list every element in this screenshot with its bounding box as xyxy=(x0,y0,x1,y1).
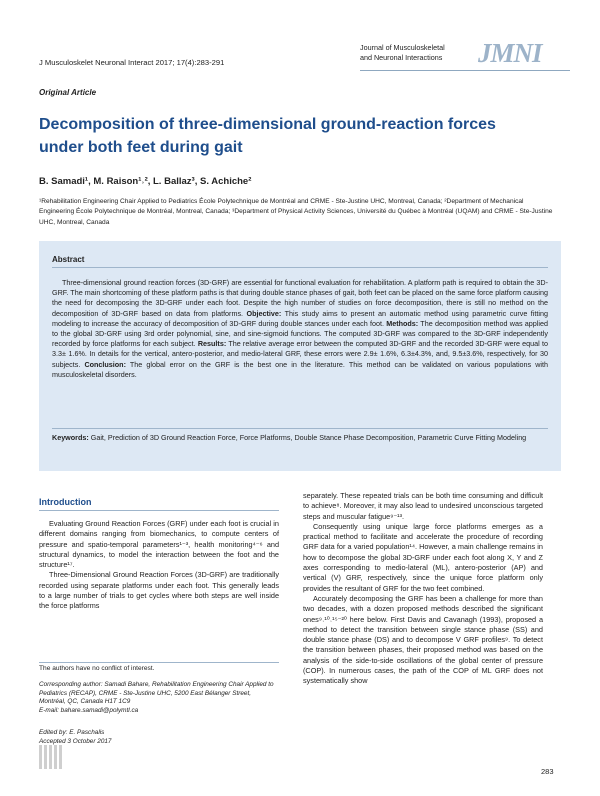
header-divider xyxy=(360,70,570,71)
results-text: The relative average error between the computed 3D-GRF and the recorded 3D-GRF were equal to 3.3± 1.6%. In details for the vertical, antero-posterior, and medio-lateral GRF, these errors were 2.9± 1.6%, 6.3±4.3%, and, 9.5±3.6%, respectively, for 30 subjects. xyxy=(52,339,548,369)
affiliations: ¹Rehabilitation Engineering Chair Applied to Pediatrics École Polytechnique de Montréal and CRME - Ste-Justine UHC, Montreal, Canada; ²Department of Mechanical Engineering École Polytechnique de Montréal, Montreal, Canada; ³Department of Physical Activity Sciences, Université du Québec à Montréal (UQAM) and CRME - Ste-Justine UHC, Montreal, Canada xyxy=(39,198,553,226)
journal-name-line2: and Neuronal Interactions xyxy=(360,53,443,62)
abstract-heading: Abstract xyxy=(52,255,85,264)
intro-paragraph-continued: separately. These repeated trials can be both time consuming and difficult to achieve⁸. Moreover, it may also lead to undesired unconscious targeted steps and muscular fatigue⁹⁻¹³. xyxy=(303,491,543,521)
abstract-background: Three-dimensional ground reaction forces (3D-GRF) are essential for functional evaluation for rehabilitation. A platform path is required to obtain the 3D-GRF. The main shortcoming of these platform paths is that during double stance phases of gait, both feet can be placed on the same force platform causing the need for decomposing the 3D-GRF under each foot. Despite the high number of studies on force decomposition, there is still no method on the decomposition of 3D-GRF based on data from platforms. xyxy=(52,278,548,318)
conclusion-label: Conclusion: xyxy=(84,359,126,369)
intro-paragraph-1: Evaluating Ground Reaction Forces (GRF) under each foot is crucial in different domains ranging from biomechanics, to compute centers of pressure and spatio-temporal parameters¹⁻³, health monitoring⁴⁻⁶ and structural dynamics, to model the interaction between the foot and the structure¹⁷. xyxy=(39,519,279,570)
intro-paragraph-3: Consequently using unique large force platforms emerges as a practical method to facilitate and accelerate the procedure of recording GRF data for a varied population¹⁴. However, a main challenge remains in how to decompose the global 3D-GRF under each foot along X, Y and Z axes corresponding to medio-lateral (ML), antero-posterior (AP) and vertical (V) GRF, respectively, since the unique force platform only provides the resultant of GRF for the two feet combined. xyxy=(303,521,543,593)
journal-name xyxy=(360,43,475,63)
results-label: Results: xyxy=(197,339,227,349)
introduction-divider xyxy=(39,510,279,511)
accepted-date: Accepted 3 October 2017 xyxy=(39,737,112,745)
keywords-text: Gait, Prediction of 3D Ground Reaction Force, Force Platforms, Double Stance Phase Decomposition, Parametric Curve Fitting Modeling xyxy=(88,433,527,442)
conflict-statement: The authors have no conflict of interest. xyxy=(39,665,155,672)
article-title: Decomposition of three-dimensional ground-reaction forces under both feet during gait xyxy=(39,116,496,156)
methods-label: Methods: xyxy=(386,318,419,328)
methods-text: The decomposition method was applied to the global 3D-GRF using 3rd order polynomial, sine, and sine-sigmoid functions. The computed 3D-GRF was compared to the 3D-GRF independently recorded by force platforms for each subject. xyxy=(52,318,548,349)
editorial-info xyxy=(39,729,279,746)
footnote-divider xyxy=(39,662,279,663)
journal-name-line1: Journal of Musculoskeletal xyxy=(360,43,445,52)
article-type: Original Article xyxy=(39,88,97,97)
qr-code-icon xyxy=(39,745,63,769)
objective-label: Objective: xyxy=(246,308,282,318)
abstract-divider xyxy=(52,267,548,268)
journal-logo: JMNI xyxy=(478,38,542,68)
keywords-divider xyxy=(52,428,548,429)
body-column-left xyxy=(39,519,279,612)
journal-citation: J Musculoskelet Neuronal Interact 2017; 17(4):283-291 xyxy=(39,58,225,67)
corresponding-author xyxy=(39,681,279,715)
abstract-box xyxy=(39,241,561,471)
intro-paragraph-2: Three-Dimensional Ground Reaction Forces (3D-GRF) are traditionally recorded using separate platforms under each foot. This generally leads to a large number of trials to get cycles where both steps are well inside the force platforms xyxy=(39,570,279,611)
objective-text: This study aims to present an automatic method using parametric curve fitting modeling to increase the accuracy of decomposition of 3D-GRF during double stances under each foot. xyxy=(52,308,548,328)
body-column-right xyxy=(303,491,543,687)
keywords xyxy=(52,433,548,443)
corresponding-email: E-mail: bahare.samadi@polymtl.ca xyxy=(39,706,139,714)
intro-paragraph-4: Accurately decomposing the GRF has been a challenge for more than two decades, with a dozen proposed methods described the significant ones⁹˒¹⁰˒¹⁵⁻²⁰ here below. First Davis and Cavanagh (1993), proposed a method to detect the transition between single stance phase (SS) and double stance phase (DS) and to decompose V GRF profiles⁹. To detect the transition between phases, their proposed method was based on the analysis of the side-to-side oscillations of the global center of pressure (COP). In numerous cases, the path of the COP of ML GRF does not systematically show xyxy=(303,593,543,686)
corresponding-address: Corresponding author: Samadi Bahare, Rehabilitation Engineering Chair Applied to Pediatrics (RECAP), CRME - Ste-Justine UHC, 5200 East Bélanger Street, Montréal, QC, Canada H1T 1C9 xyxy=(39,681,274,706)
conclusion-text: The global error on the GRF is the best one in the literature. This method can be validated on various populations with musculoskeletal disorders. xyxy=(52,359,548,379)
page-number: 283 xyxy=(541,767,554,776)
edited-by: Edited by: E. Paschalis xyxy=(39,729,105,736)
author-list: B. Samadi¹, M. Raison¹˒², L. Ballaz³, S. Achiche² xyxy=(39,176,252,187)
introduction-heading: Introduction xyxy=(39,497,92,507)
keywords-label: Keywords: xyxy=(52,433,89,442)
abstract-text xyxy=(52,278,548,380)
